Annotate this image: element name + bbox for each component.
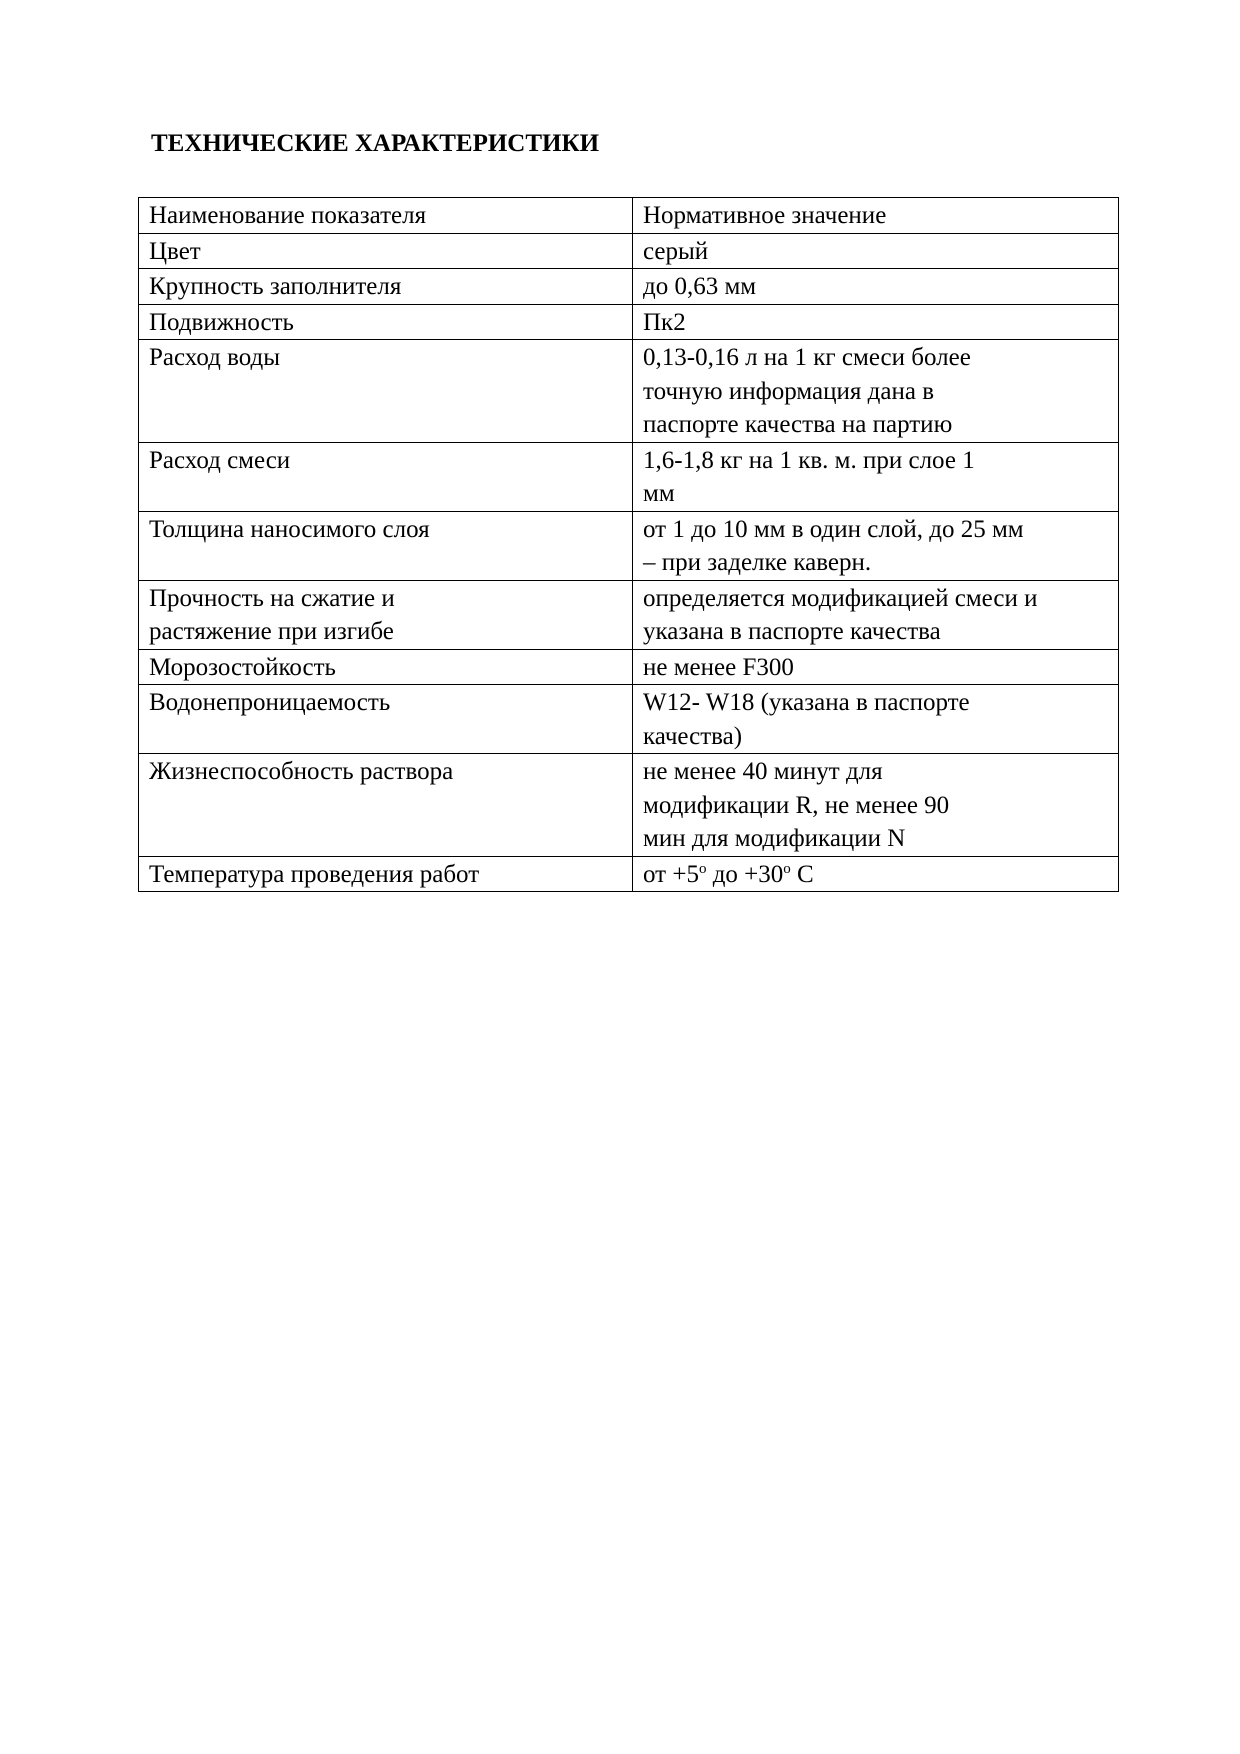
table-row [139,685,1119,754]
table-row [139,754,1119,857]
row-name: Водонепроницаемость [139,685,633,754]
row-value-line: определяется модификацией смеси и [643,584,1038,612]
specifications-table [138,197,1119,892]
row-value [633,511,1119,580]
row-value-line: модификации R, не менее 90 [643,791,950,819]
table-row [139,304,1119,340]
row-value-line: от 1 до 10 мм в один слой, до 25 мм [643,515,1024,543]
row-value: Пк2 [633,304,1119,340]
row-name: Цвет [139,233,633,269]
row-value-line: качества) [643,722,743,750]
row-value-line: указана в паспорте качества [643,618,941,645]
row-value [633,754,1119,857]
temperature-from: от +5 [643,860,699,888]
temperature-unit: С [790,860,814,888]
temperature-to: до +30 [706,860,784,888]
row-value-line: не менее 40 минут для [643,758,883,785]
degree-sign: о [783,860,791,877]
row-value-line: – при заделке каверн. [643,549,872,576]
row-value-line: мм [643,480,675,507]
table-row [139,649,1119,685]
row-value [633,856,1119,892]
row-value-line: мин для модификации N [643,825,906,852]
row-name: Морозостойкость [139,649,633,685]
row-value-line: точную информация дана в [643,377,935,405]
table-row [139,269,1119,305]
row-value [633,442,1119,511]
row-name: Толщина наносимого слоя [139,511,633,580]
row-value-line: 0,13-0,16 л на 1 кг смеси более [643,344,971,371]
table-row [139,340,1119,443]
row-name-line: Прочность на сжатие и [149,584,395,612]
table-header-row [139,198,1119,234]
table-row [139,442,1119,511]
row-name: Крупность заполнителя [139,269,633,305]
table-row [139,580,1119,649]
row-name: Температура проведения работ [139,856,633,892]
degree-sign: о [698,860,707,877]
row-value-line: паспорте качества на партию [643,411,953,438]
row-value: до 0,63 мм [633,269,1119,305]
row-value-line: 1,6-1,8 кг на 1 кв. м. при слое 1 [643,446,975,474]
table-row [139,856,1119,892]
row-name: Расход смеси [139,442,633,511]
row-name: Расход воды [139,340,633,443]
row-name: Жизнеспособность раствора [139,754,633,857]
row-name-line: растяжение при изгибе [149,618,394,645]
row-name [139,580,633,649]
header-cell-value: Нормативное значение [633,198,1119,234]
row-value: не менее F300 [633,649,1119,685]
row-value [633,685,1119,754]
header-cell-name: Наименование показателя [139,198,633,234]
table-row [139,511,1119,580]
row-value [633,340,1119,443]
table-row [139,233,1119,269]
row-value-line: W12- W18 (указана в паспорте [643,689,970,716]
page-title: ТЕХНИЧЕСКИЕ ХАРАКТЕРИСТИКИ [151,130,600,157]
row-name: Подвижность [139,304,633,340]
row-value [633,580,1119,649]
row-value: серый [633,233,1119,269]
